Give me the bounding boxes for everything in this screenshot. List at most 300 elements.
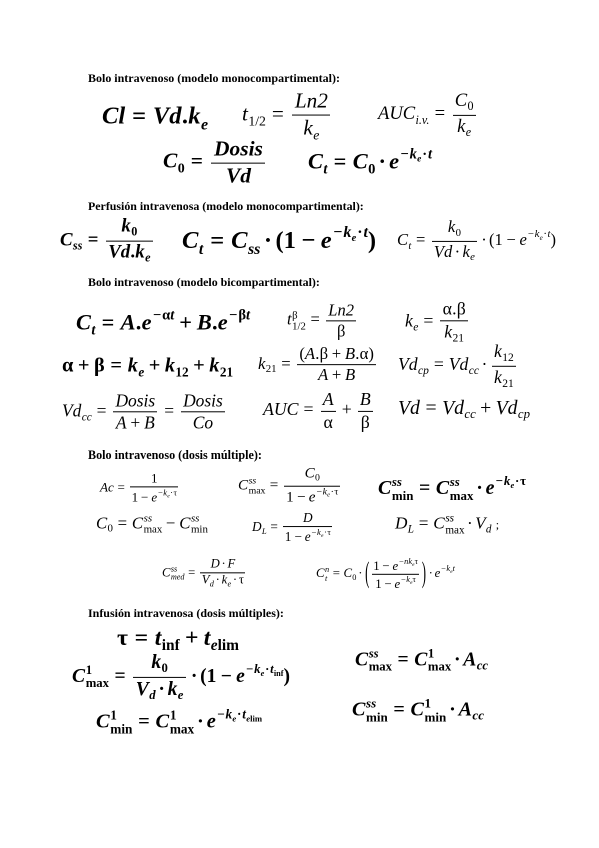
math-symbol: k [409,146,417,163]
fraction [283,511,332,545]
scripted-term [60,229,83,253]
math-symbol: i.v. [415,112,430,127]
math-symbol: 0 [455,226,461,239]
operator: . [452,298,457,319]
script-stack [369,648,392,675]
math-symbol: k [254,661,261,676]
fraction [106,217,153,266]
fraction [113,391,157,432]
scripted-term [409,146,422,165]
superscript [311,527,331,540]
math-group [316,556,455,592]
fraction-numerator [372,557,420,574]
fraction-denominator [181,412,225,433]
big-parenthesis: ( [365,556,370,589]
scripted-term [495,397,530,422]
subscript [511,481,515,490]
css-max-formula [238,466,342,507]
math-group [252,510,334,545]
operator: − [401,575,406,585]
math-symbol: 1 [169,707,177,723]
superscript [170,709,194,723]
operator: + [184,624,199,651]
operator: − [246,661,254,676]
subscript [175,364,188,379]
auc-bicompartimental-formula [263,390,375,432]
math-symbol: k [447,216,456,236]
operator: = [270,519,278,535]
c1-max-formula [72,652,290,702]
math-group [182,223,377,258]
math-symbol: e [450,569,453,575]
math-symbol: V [475,512,486,532]
operator: − [400,146,409,163]
math-symbol: 1 [427,646,435,661]
beta-half-life-formula [287,301,358,340]
math-symbol: cc [468,365,479,378]
subscript [472,708,484,723]
scripted-term [141,307,175,335]
scripted-term [303,115,320,143]
math-symbol: 1 [283,227,296,255]
math-symbol: B [344,344,356,364]
math-symbol: Vd [448,354,469,375]
operator: − [398,556,404,566]
subscript [408,523,414,535]
math-symbol: cc [472,707,485,723]
math-group [135,678,184,703]
script-stack [110,709,132,737]
script-stack [325,566,329,583]
operator: − [316,486,323,498]
operator: . [181,102,188,130]
scripted-term [378,474,414,503]
math-symbol: β [456,298,466,319]
subscript [145,251,150,265]
math-group [60,215,155,265]
math-group [308,146,432,178]
math-symbol: e [304,529,311,545]
fraction-numerator [113,391,157,411]
math-group [318,366,355,385]
subscript [138,364,144,379]
operator: · [170,487,173,498]
math-symbol: max [248,485,266,497]
operator: = [418,512,429,532]
math-group [238,465,342,506]
math-symbol: ( [275,227,284,255]
math-symbol: e [519,229,527,249]
operator: = [132,102,147,130]
math-symbol: Ac [100,479,114,494]
nth-dose-concentration-formula [316,557,455,591]
big-parenthesis: ) [421,556,427,589]
css-min-infusion-formula [352,696,484,723]
operator: = [164,400,175,420]
math-symbol: L [407,522,414,535]
math-symbol: max [427,660,452,674]
math-symbol: e [389,148,400,174]
fraction-numerator [440,299,467,320]
scripted-term [308,148,328,178]
scripted-term [252,519,267,537]
math-symbol: ss [170,563,178,573]
section-heading-bolo-dosis-multiple: Bolo intravenoso (dosis múltiple): [88,448,262,462]
math-symbol: L [261,526,267,537]
scripted-term [209,354,234,380]
scripted-term [96,707,133,737]
scripted-term [454,89,474,114]
math-symbol: k [494,366,502,387]
fraction-numerator [453,91,476,115]
fraction-denominator [211,163,265,189]
scripted-term [308,486,339,506]
math-symbol: d [209,579,214,589]
math-group [216,706,263,724]
scripted-term [485,472,527,499]
scripted-term [457,116,471,137]
scripted-term [225,706,237,724]
fraction [297,345,376,385]
superscript [216,706,263,724]
math-symbol: 0 [131,224,138,239]
operator: − [217,706,225,722]
scripted-term [222,573,232,587]
math-symbol: B [196,309,212,335]
operator: − [152,307,162,324]
fraction-numerator [321,390,336,411]
css-max-infusion-formula [355,648,488,675]
operator: + [130,412,141,433]
subscript [313,127,319,142]
operator: . [135,309,142,335]
scripted-term [164,354,189,380]
subscript [323,162,327,178]
math-symbol: 0 [314,473,320,485]
math-symbol: e [413,321,419,334]
subscript [368,162,375,178]
steady-state-concentration-formula [60,217,155,266]
math-symbol: τ [414,556,418,566]
operator: = [117,513,128,533]
math-symbol: A [458,698,473,721]
math-symbol: Dosis [183,390,223,411]
math-symbol: C [96,710,110,733]
math-symbol: ) [283,665,291,687]
fraction-numerator [106,217,153,241]
subscript [315,473,320,484]
scripted-term [135,678,156,703]
scripted-term [163,148,185,177]
operator: − [333,223,343,241]
math-symbol: 21 [502,377,514,390]
scripted-term [504,473,514,488]
math-symbol: 21 [265,363,277,376]
operator: . [130,241,136,263]
operator: · [215,572,220,587]
math-symbol: max [445,524,465,536]
fraction-denominator [372,574,420,592]
math-symbol: k [127,354,138,377]
math-symbol: ( [299,344,305,364]
math-symbol: t [363,223,368,241]
math-symbol: C [308,148,323,174]
math-symbol: t [198,240,204,258]
subscript [450,489,474,503]
scripted-term [323,487,330,498]
section-heading-infusion-dosis-multiples: Infusión intravenosa (dosis múltiples): [88,606,284,620]
fraction-denominator [200,572,245,589]
subscript [502,378,514,390]
math-symbol: Vd [225,163,251,188]
subscript [201,116,208,133]
subscript [369,661,392,674]
operator: · [378,148,386,174]
operator: + [193,354,205,377]
math-symbol: e [392,558,399,573]
operator: − [301,227,316,255]
scripted-term [162,563,185,582]
operator: = [423,310,434,331]
operator: = [393,698,405,721]
math-symbol: A [120,309,136,335]
subscript [425,710,447,724]
math-symbol: min [366,709,388,724]
math-symbol: V [201,572,210,587]
math-symbol: ) [367,227,377,255]
math-symbol: e [260,668,265,678]
script-stack [249,477,266,498]
math-symbol: e [510,480,515,490]
math-symbol: Dosis [115,390,156,411]
subscript [477,659,488,673]
superscript [527,228,550,240]
operator: = [134,624,149,651]
math-symbol: B [359,388,371,409]
math-symbol: B [144,412,155,433]
math-symbol: 0 [467,99,474,114]
operator: + [148,354,161,377]
math-symbol: 1 [206,665,217,687]
script-stack [392,475,414,502]
operator: · [453,649,461,671]
math-symbol: ss [445,512,454,525]
operator: · [357,223,363,241]
math-symbol: 1 [375,577,382,592]
math-symbol: τ [412,575,416,585]
script-stack [425,696,447,723]
math-symbol: A [463,649,477,671]
superscript [369,648,392,661]
math-symbol: C [304,465,315,482]
subscript [502,352,514,364]
operator: − [441,564,446,574]
math-symbol: max [85,676,110,691]
math-symbol: Vd [398,397,420,420]
math-symbol: k [303,115,313,140]
scripted-term [96,513,113,535]
fraction-denominator [283,526,332,544]
math-symbol: ( [200,665,207,687]
math-symbol: A [115,412,127,433]
operator: = [114,665,126,687]
math-group [375,577,416,591]
math-group [263,388,375,432]
math-symbol: k [258,353,266,373]
subscript [327,492,330,499]
fraction-denominator [133,677,185,703]
scripted-term [154,624,180,655]
math-symbol: k [225,706,233,722]
math-symbol: F [227,556,236,571]
math-symbol: ss [143,512,153,525]
math-symbol: C [238,477,249,494]
subscript [418,365,429,377]
math-group [100,470,180,505]
operator: · [190,665,198,687]
math-symbol: min [424,709,447,724]
math-group [286,486,339,506]
math-symbol: 12 [502,351,514,364]
fraction [284,466,340,507]
operator: . [211,309,218,335]
math-group [96,512,208,536]
math-symbol: 1/2 [292,320,306,333]
operator: = [281,353,291,373]
math-symbol: e [177,688,184,703]
fraction-denominator [492,366,516,391]
math-group [258,344,378,385]
math-symbol: k [534,228,540,241]
math-symbol: 1 [373,558,380,573]
scripted-term [127,354,145,380]
operator: · [476,476,483,499]
math-symbol: 21 [452,332,465,344]
scripted-term [76,309,96,339]
math-symbol: e [320,227,332,255]
math-symbol: t [270,661,274,676]
fraction-denominator [130,487,178,505]
auc-iv-formula [378,91,478,139]
subscript [352,573,356,582]
math-group [373,556,418,573]
math-symbol: C [60,229,73,251]
math-symbol: e [417,154,422,165]
total-volume-formula [398,398,530,422]
scripted-term [352,148,376,178]
math-symbol: C [182,227,199,255]
superscript [366,696,388,710]
scripted-term [355,646,393,674]
infusion-concentration-formula [182,224,376,258]
operator: · [323,527,327,538]
math-group [316,487,338,498]
fraction-denominator [106,241,153,266]
operator: · [263,227,273,255]
math-symbol: 1 [424,695,432,711]
math-symbol: ss [366,695,377,711]
operator: = [332,565,340,580]
subscript [82,411,92,423]
math-symbol: 21 [219,364,234,380]
math-group [352,695,485,724]
math-symbol: k [316,527,321,538]
math-symbol: e [351,232,357,244]
math-symbol: t [427,146,432,163]
math-group [72,651,291,703]
fraction-numerator [297,345,376,364]
math-group [287,300,358,341]
scripted-term [410,695,447,724]
math-symbol: e [410,580,413,587]
math-group [202,573,244,587]
math-symbol: Co [192,412,214,433]
math-symbol: Vd [433,241,453,261]
math-symbol: A [304,344,316,364]
math-symbol: 0 [177,161,185,177]
operator: · [422,146,428,163]
operator: = [138,710,150,733]
math-symbol: cc [476,658,489,673]
math-symbol: C [72,665,86,687]
math-group [398,397,530,422]
math-symbol: C [179,513,191,533]
math-group [245,662,283,676]
subscript [325,575,329,584]
math-symbol: V [135,678,149,700]
math-symbol: e [308,489,316,506]
math-symbol: A [322,388,334,409]
math-symbol: k [221,572,228,587]
math-group [102,102,209,134]
dosing-interval-formula [117,625,239,655]
math-symbol: k [167,678,178,700]
math-symbol: C [435,476,450,499]
math-symbol: k [209,354,220,377]
math-symbol: τ [327,527,331,538]
operator: − [141,489,149,505]
subscript [392,489,414,503]
math-symbol: β [319,344,329,364]
math-group [378,472,527,503]
script-stack [445,513,464,536]
math-symbol: e [217,309,228,335]
operator: − [296,489,306,506]
math-symbol: e [465,124,472,139]
operator: − [229,307,238,324]
css-min-formula [378,474,526,502]
scripted-term [352,695,388,724]
script-stack [170,709,194,737]
scripted-term [151,489,177,504]
fraction-numerator [130,471,178,486]
scripted-term [182,227,204,258]
math-symbol: cc [464,407,476,422]
subscript [413,321,418,333]
superscript [228,307,250,323]
superscript [495,473,526,488]
math-group [355,646,489,674]
subscript [486,523,492,535]
scripted-term [62,400,92,423]
subscript [178,162,185,177]
subscript [292,322,306,333]
math-symbol: C [410,698,424,721]
math-symbol: k [164,354,175,377]
subscript [417,155,421,165]
subscript [466,125,471,139]
superscript [152,307,174,323]
